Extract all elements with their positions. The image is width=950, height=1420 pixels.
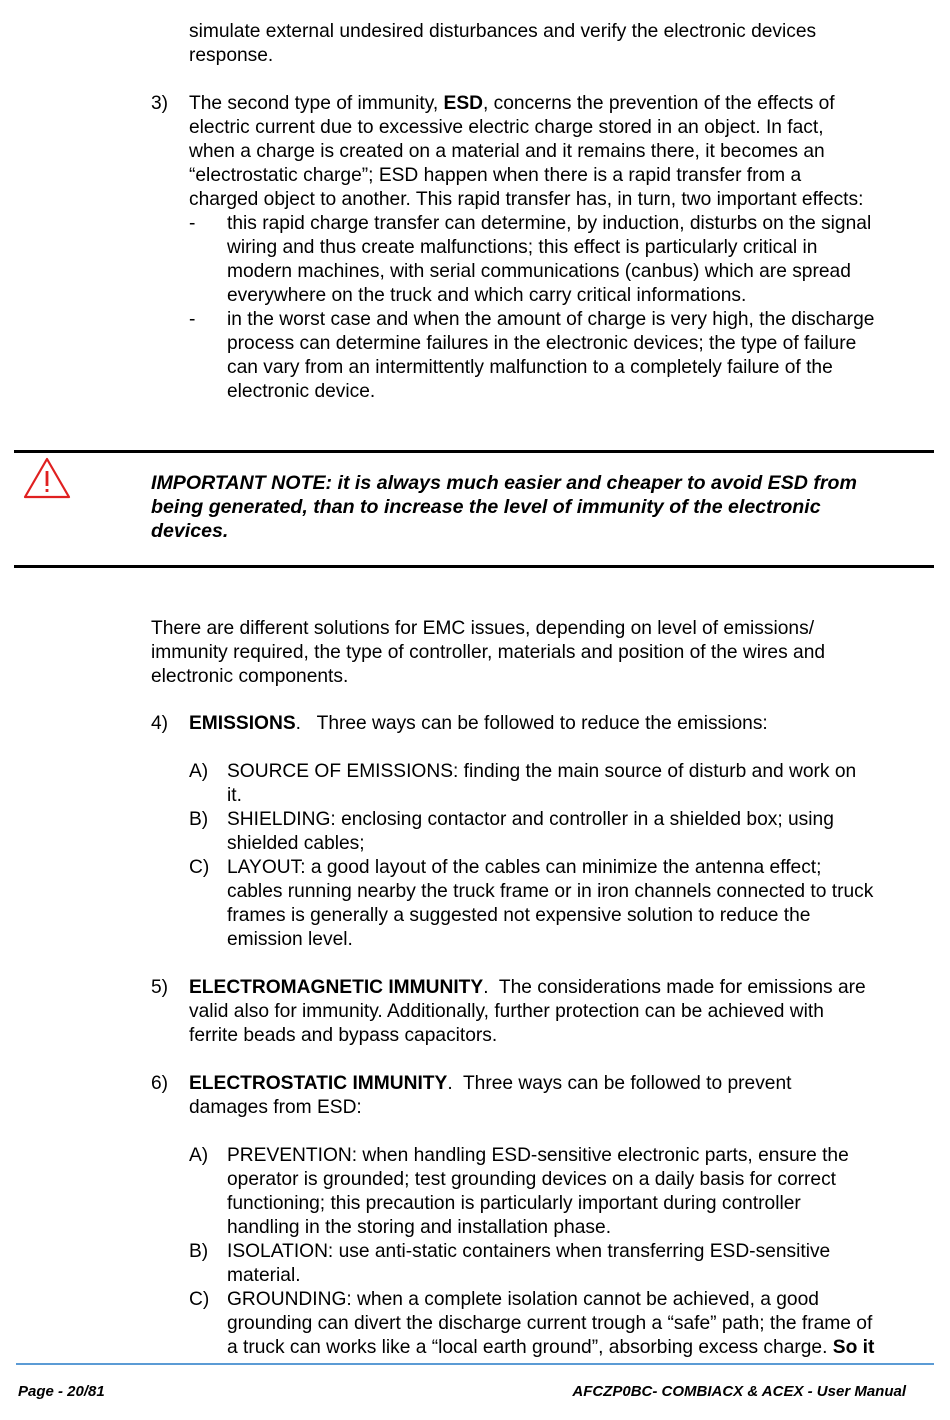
continuation-text <box>189 20 929 68</box>
sub-letter: A) <box>189 1145 209 1166</box>
item-4 <box>151 712 941 952</box>
esd-term: ESD <box>443 93 483 114</box>
text-line: this rapid charge transfer can determine, by induction, disturbs on the signal <box>227 213 872 234</box>
text-line: “electrostatic charge”; ESD happen when there is a rapid transfer from a <box>189 165 802 186</box>
sub-letter: A) <box>189 761 209 782</box>
sub-letter: C) <box>189 857 210 878</box>
text-run: . The considerations made for emissions are <box>483 977 866 998</box>
text-line: it. <box>227 785 242 806</box>
text-run: . Three ways can be followed to prevent <box>447 1073 792 1094</box>
text-line: shielded cables; <box>227 833 365 854</box>
text-line: simulate external undesired disturbances and verify the electronic devices <box>189 21 817 42</box>
text-line: modern machines, with serial communications (canbus) which are spread <box>227 261 851 282</box>
text-line: valid also for immunity. Additionally, further protection can be achieved with <box>189 1001 824 1022</box>
text-line <box>189 976 941 1000</box>
manual-title: AFCZP0BC- COMBIACX & ACEX - User Manual <box>572 1383 906 1400</box>
text-line: emission level. <box>227 929 353 950</box>
sub-text <box>227 760 941 808</box>
item-number: 6) <box>151 1073 169 1094</box>
text-line: GROUNDING: when a complete isolation cannot be achieved, a good <box>227 1289 819 1310</box>
text-line: can vary from an intermittently malfunction to a completely failure of the <box>227 357 833 378</box>
text-line: damages from ESD: <box>189 1097 362 1118</box>
text-line: ferrite beads and bypass capacitors. <box>189 1025 498 1046</box>
text-line: grounding can divert the discharge current trough a “safe” path; the frame of <box>227 1313 873 1334</box>
item-number: 3) <box>151 93 169 114</box>
sub-text <box>227 1288 941 1360</box>
sub-letter: B) <box>189 1241 209 1262</box>
text-line: functioning; this precaution is particularly important during controller <box>227 1193 801 1214</box>
bullet-dash: - <box>189 309 196 330</box>
sub-letter: B) <box>189 809 209 830</box>
bullet-dash: - <box>189 213 196 234</box>
sub-letter: C) <box>189 1289 210 1310</box>
note-bottom-rule <box>14 565 934 568</box>
text-line: wiring and thus create malfunctions; this effect is particularly critical in <box>227 237 818 258</box>
note-line: being generated, than to increase the level of immunity of the electronic <box>151 496 821 518</box>
text-line: electric current due to excessive electric charge stored in an object. In fact, <box>189 117 824 138</box>
esd-immunity-term: ELECTROSTATIC IMMUNITY <box>189 1073 448 1094</box>
important-note <box>151 471 921 543</box>
text-line: immunity required, the type of controller, materials and position of the wires and <box>151 642 826 663</box>
sub-text <box>227 808 941 856</box>
text-line: LAYOUT: a good layout of the cables can minimize the antenna effect; <box>227 857 822 878</box>
text-run: a truck can works like a “local earth ground”, absorbing excess charge. <box>227 1337 833 1358</box>
text-line: in the worst case and when the amount of charge is very high, the discharge <box>227 309 875 330</box>
bullet-text <box>227 212 941 308</box>
note-top-rule <box>14 450 934 453</box>
item-body <box>189 1072 941 1120</box>
text-line: process can determine failures in the electronic devices; the type of failure <box>227 333 857 354</box>
item-5 <box>151 976 941 1048</box>
text-line: PREVENTION: when handling ESD-sensitive electronic parts, ensure the <box>227 1145 849 1166</box>
warning-triangle-icon <box>22 456 72 500</box>
text-line: frames is generally a suggested not expensive solution to reduce the <box>227 905 811 926</box>
text-line: material. <box>227 1265 301 1286</box>
text-line <box>189 92 941 116</box>
text-line: handling in the storing and installation phase. <box>227 1217 612 1238</box>
bullet-text <box>227 308 941 404</box>
emissions-term: EMISSIONS <box>189 713 296 734</box>
text-line: cables running nearby the truck frame or in iron channels connected to truck <box>227 881 874 902</box>
sub-text <box>227 1240 941 1288</box>
text-line: SHIELDING: enclosing contactor and controller in a shielded box; using <box>227 809 834 830</box>
emc-intro <box>151 617 931 689</box>
footer-rule <box>16 1363 934 1365</box>
page-number: Page - 20/81 <box>18 1383 105 1400</box>
text-line: when a charge is created on a material and it remains there, it becomes an <box>189 141 825 162</box>
immunity-term: ELECTROMAGNETIC IMMUNITY <box>189 977 484 998</box>
item-body <box>189 976 941 1048</box>
note-line: IMPORTANT NOTE: it is always much easier and cheaper to avoid ESD from <box>151 472 857 494</box>
item-body <box>189 92 941 212</box>
text-run: The second type of immunity, <box>189 93 444 114</box>
text-run: , concerns the prevention of the effects of <box>482 93 835 114</box>
item-6 <box>151 1072 941 1362</box>
text-line: There are different solutions for EMC issues, depending on level of emissions/ <box>151 618 815 639</box>
text-line: operator is grounded; test grounding devices on a daily basis for correct <box>227 1169 837 1190</box>
text-line: charged object to another. This rapid transfer has, in turn, two important effects: <box>189 189 864 210</box>
text-line: electronic device. <box>227 381 376 402</box>
text-run: . Three ways can be followed to reduce the emissions: <box>295 713 768 734</box>
text-line: ISOLATION: use anti-static containers when transferring ESD-sensitive <box>227 1241 831 1262</box>
item-heading <box>189 712 941 736</box>
text-line: response. <box>189 45 274 66</box>
text-line: everywhere on the truck and which carry critical informations. <box>227 285 747 306</box>
text-line: electronic components. <box>151 666 349 687</box>
text-line: SOURCE OF EMISSIONS: finding the main source of disturb and work on <box>227 761 857 782</box>
sub-text <box>227 1144 941 1240</box>
sub-text <box>227 856 941 952</box>
text-run-bold: So it <box>832 1337 875 1358</box>
item-number: 4) <box>151 713 169 734</box>
text-line <box>189 1072 941 1096</box>
note-line: devices. <box>151 520 229 542</box>
text-line <box>227 1336 941 1360</box>
item-3 <box>151 92 941 402</box>
item-number: 5) <box>151 977 169 998</box>
